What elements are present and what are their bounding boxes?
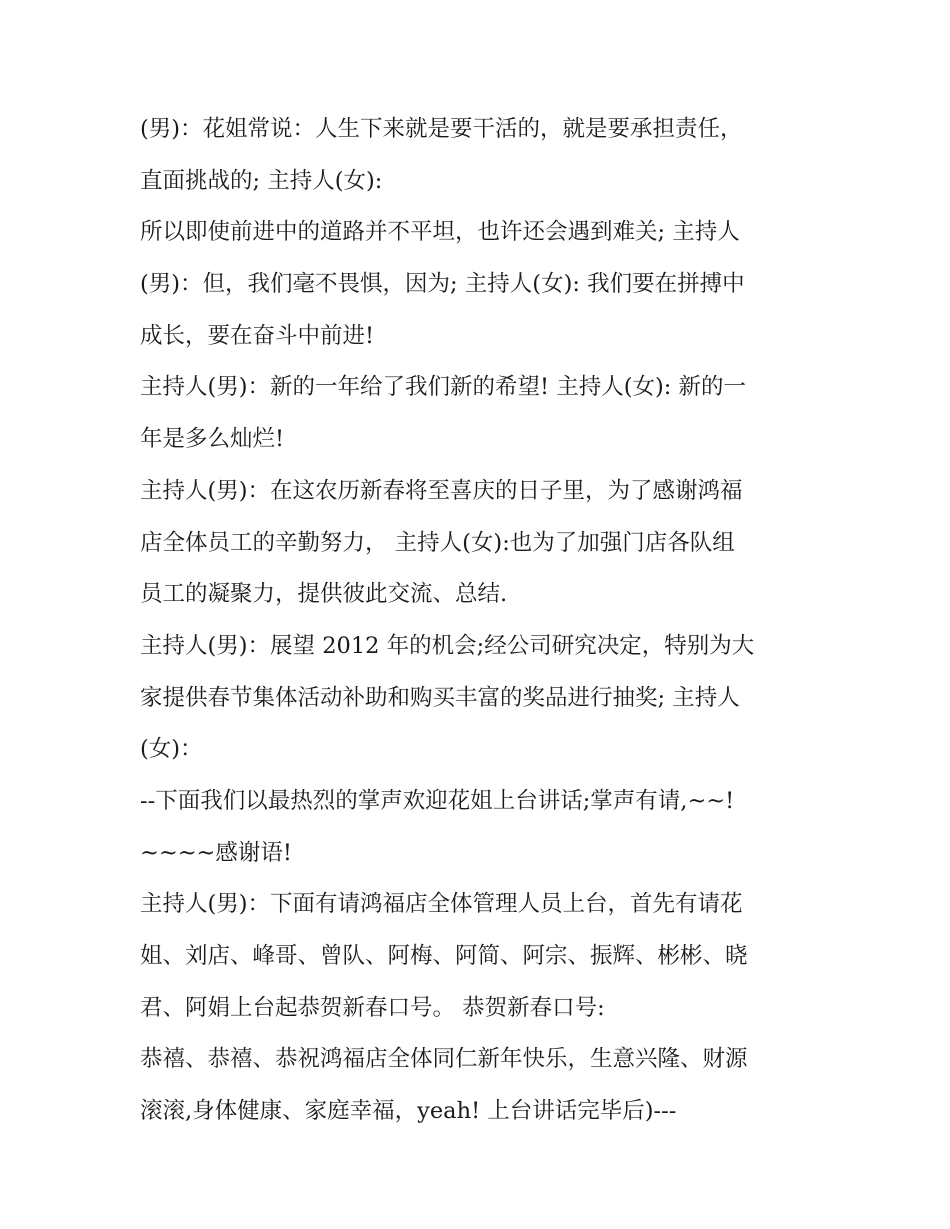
text-line: (男)：花姐常说：人生下来就是要干活的，就是要承担责任， (140, 116, 743, 142)
text-line: ~~~~感谢语! (140, 839, 292, 866)
text-line: 店全体员工的辛勤努力， 主持人(女):也为了加强门店各队组 (140, 529, 735, 556)
text-line: 主持人(男)：展望 2012 年的机会;经公司研究决定，特别为大 (140, 632, 755, 659)
text-line: 滚滚,身体健康、家庭幸福，yeah! 上台讲话完毕后)--- (140, 1098, 677, 1125)
text-line: --下面我们以最热烈的掌声欢迎花姐上台讲话;掌声有请,~~! (140, 787, 735, 814)
text-line: 直面挑战的; 主持人(女): (140, 167, 383, 194)
text-line: 家提供春节集体活动补助和购买丰富的奖品进行抽奖; 主持人 (140, 684, 740, 711)
text-line: (女)： (140, 736, 203, 763)
text-line: 主持人(男)：下面有请鸿福店全体管理人员上台，首先有请花 (140, 891, 743, 918)
text-line: 主持人(男)：在这农历新春将至喜庆的日子里，为了感谢鸿福 (140, 477, 743, 504)
text-line: (男)：但，我们毫不畏惧，因为; 主持人(女): 我们要在拼搏中 (140, 271, 745, 298)
text-line: 姐、刘店、峰哥、曾队、阿梅、阿简、阿宗、振辉、彬彬、晓 (140, 943, 748, 969)
text-line: 成长，要在奋斗中前进! (140, 322, 375, 349)
document-body (140, 104, 830, 1138)
text-line: 主持人(男)：新的一年给了我们新的希望! 主持人(女): 新的一 (140, 374, 747, 401)
text-line: 君、阿娟上台起恭贺新春口号。 恭贺新春口号: (140, 994, 605, 1021)
text-line: 所以即使前进中的道路并不平坦，也许还会遇到难关; 主持人 (140, 219, 740, 246)
text-line: 员工的凝聚力，提供彼此交流、总结. (140, 581, 508, 608)
text-line: 年是多么灿烂! (140, 426, 285, 453)
text-line: 恭禧、恭禧、恭祝鸿福店全体同仁新年快乐，生意兴隆、财源 (140, 1046, 748, 1073)
